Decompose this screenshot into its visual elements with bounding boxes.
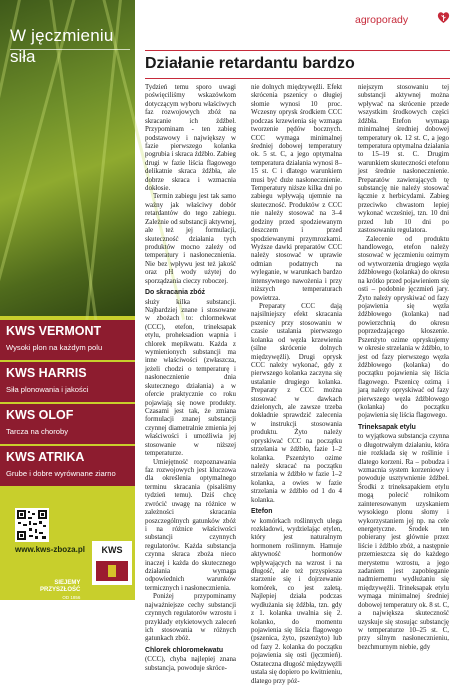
paragraph: nie dolnych międzywęźli. Efekt skrócenia pszenicy o długiej słomie wynosi 10 proc. Wczesny oprysk środkiem CCC podczas krzewienia się wzmaga tworzenie pędów bocznych. CCC wymaga minimalnej średniej dobowej temperatury ok. 5 st. C, a jego optymalna temperatura działania wynosi 8–15 st. C i dlatego warunkiem musi być duże nasłonecznienie. Temperatury niższe kilka dni po zabiegu wpływają ujemnie na skuteczność. Produktów z CCC nie należy stosować na 3–4 godziny przed spodziewanym deszczem i przed spodziewanymi przymrozkami. Wyższe dawki preparatów CCC należy stosować w uprawie odmian podatnych na wyleganie, w warunkach bardzo intensywnego nawożenia i przy niższych temperaturach powietrza. — [251, 83, 342, 302]
paragraph: Preparaty CCC dają najsilniejszy efekt skracania pszenicy przy stosowaniu w czasie ustalania pierwszego kolanka od węzła krzewienia (silne skrócenie dolnych międzywęźli). Drugi oprysk CCC należy wykonać, gdy z pierwszego kolanka zaczyna się ustalanie drugiego kolanka. Preparaty z CCC można stosować w dawkach dzielonych, ale zawsze trzeba dokładnie sprawdzić zalecenia w instrukcji stosowania produktu. Żyto należy opryskiwać CCC na początku strzelania w źdźbło, fazie 1–2 kolanka. Pszenżyto ozime należy skracać na początku strzelania w źdźbło w fazie 1–2 kolanka, a owies w fazie strzelania w źdźbło od 1 do 4 kolanka. — [251, 301, 342, 504]
paragraph: to wyjątkowa substancja czynna o długotrwałym działaniu, która nie rozkłada się w roślinie i dlatego korzeni. Ra – pobudza i wzmacnia system korzeniowy i powoduje usztywnienie źdźbeł. Środki z trineksapakiem etylu mogą polecić rolnikom zainteresowanym uzyskaniem wysokiego plonu słomy i wykorzystaniem jej np. na cele energetyczne. Środek ten pobierany jest głównie przez liście i źdźbło zbóż, a następnie przemieszcza się do każdego merystemu wzrostu, a jego zadaniem jest zapobieganie nadmiernemu wydłużaniu się międzywęźli. Trineksapak etylu wymaga minimalnej średniej dobowej temperatury ok. 8 st. C, a największa skuteczność uzyskuje się stosując substancję w temperaturze 10–25 st. C, przy silnym nasłonecznieniu, bezchmurnym niebie, gdy — [358, 432, 449, 651]
heart-leaf-icon — [436, 10, 451, 25]
brand-name: agroporady — [355, 14, 409, 26]
product-name: KWS VERMONT — [6, 324, 102, 338]
product-tagline: Siła plonowania i jakości — [6, 385, 89, 394]
subheading: Trineksapak etylu — [358, 423, 416, 431]
slogan-line-2: PRZYSZŁOŚĆ — [40, 587, 81, 593]
qr-code-icon[interactable] — [15, 508, 49, 542]
paragraph: (CCC), chyba najlepiej znana substancja, powoduje skróce- — [145, 655, 236, 672]
paragraph: Tydzień temu sporo uwagi poświęciliśmy wskazówkom dotyczącym wyboru właściwych faz rozwojowych zbóż na skracanie ich źdźbeł. Przypominam - ten zabieg podstawowy i największy w fazie pierwszego kolanka pogrubia i skraca źdźbło. Zabieg drugi w fazie liścia flagowego delikatnie skraca źdźbła, ale dobrze skraca i wzmacnia dokłosie. — [145, 83, 236, 193]
product-banner-olof — [0, 404, 135, 444]
paragraph: w komórkach roślinnych ulega rozkładowi, wydzielając etylen, który jest naturalnym hormonem roślinnym. Hamuje aktywność hormonów wpływających na wzrost i na długość, ale też przyspiesza starzenie się i dojrzewanie komórek, co jest zaletą. Najlepiej działa podczas wydłużania się źdźbła, tzn. gdy z 1. kolanka uwalnia się 2. kolanko, do momentu pojawienia się liścia flagowego (pszenica, żyto, pszenżyto) lub od fazy 2. kolanka do początku pojawienia się osti (jęczmień). Ostateczna długość międzywęźli ustala się dopiero po kwitnieniu, dlatego przy póź- — [251, 516, 342, 685]
article-column-2 — [251, 83, 342, 685]
slogan-line-1: SIEJEMY — [54, 580, 81, 586]
article-title: Działanie retardantu bardzo — [145, 55, 355, 72]
title-rule-top — [145, 50, 450, 51]
product-name: KWS ATRIKA — [6, 450, 85, 464]
product-banner-atrika — [0, 446, 135, 486]
product-banner-vermont — [0, 320, 135, 360]
subheading: Etefon — [251, 508, 273, 516]
paragraph: Zalecenie od produktu handlowego, etefon należy stosować w jęczmieniu ozimym od wytworzenia drugiego węzła źdźbłowego (kolanka) do okresu na krótko przed pojawieniem się osti – podobnie jęczmień jary. Żyto należy opryskiwać od fazy pojawienia się węzła źdźbłowego (kolanka) nad powierzchnią do okresu poprzedzającego kłoszenie. Pszenżyto ozime opryskujemy w okresie strzelania w źdźbło, to jest od fazy pierwszego węzła źdźbłowego (kolanka) do początku pojawienia się liścia flagowego. Pszenicę ozimą i jarą należy opryskiwać od fazy pierwszego węzła źdźbłowego (kolanka) do początku pojawienia się liścia flagowego. — [358, 234, 449, 420]
advertisement — [0, 0, 135, 600]
kws-logo-mark — [96, 561, 128, 581]
product-tagline: Tarcza na choroby — [6, 427, 69, 436]
product-banner-harris — [0, 362, 135, 402]
product-name: KWS HARRIS — [6, 366, 87, 380]
paragraph: służy kilka substancji. Najbardziej znane i stosowane w zbożach to: chlormekwat (CCC), etefon, trineksapak etylu, proheksadion wapnia i chlorek mepikwatu. Każda z wymienionych substancji ma inne właściwości (zwłaszcza, jeżeli chodzi o temperaturę i nasłonecznienie dnia skutecznego działania) a w ofercie praktycznie co roku pojawiają się nowe produkty. Czasami jest tak, że zmiana formulacji znanej substancji czynnej diametralnie zmienia jej właściwości i umożliwia jej stosowanie w niższej temperaturze. — [145, 297, 236, 458]
article-column-1 — [145, 83, 236, 672]
subheading: Chlorek chloromekwatu — [145, 646, 224, 654]
ad-headline-2: siła — [10, 47, 36, 66]
paragraph: Poniżej przypominamy najważniejsze cechy substancji czynnych regulatorów wzrostu i przykłady etykietowych zaleceń ich stosowania w różnych gatunkach zbóż. — [145, 592, 236, 643]
product-tagline: Grube i dobre wyrównane ziarno — [6, 469, 116, 478]
ad-slogan — [40, 580, 80, 601]
kws-logo-text: KWS — [101, 545, 123, 555]
product-name: KWS OLOF — [6, 408, 74, 422]
paragraph: niejszym stosowaniu tej substancji aktywnej można wpływać na skrócenie przede wszystkim środkowych części źdźbła. Etefon wymaga minimalnej średniej dobowej temperatury ok. 12 st. C, a jego temperatura optymalna działania to 15–19 st. C. Drugim warunkiem skuteczności etefonu jest średnie nasłonecznienie. Preparatów zawierających tę substancję nie należy stosować łącznie z herbicydami. Zabieg przeciwko chwastom lepiej wykonać wcześniej, tzn. 10 dni przed lub 10 dni po zastosowaniu regulatora. — [358, 83, 449, 235]
product-tagline: Wysoki plon na każdym polu — [6, 343, 103, 352]
subheading: Do skracania zbóż — [145, 289, 206, 297]
paragraph: Umiejętność rozpoznawania faz rozwojowych jest kluczowa dla określenia optymalnego terminu skracania (pisaliśmy tydzień temu). Dziś chcę zwrócić uwagę na różnice w zależności skracania poszczególnych gatunków zbóż i na różnice właściwości substancji czynnych regulatorów. Każda substancja czynna skraca zboża nieco inaczej i każda do skutecznego działania wymaga odpowiednich warunków termicznych i nasłonecznienia. — [145, 457, 236, 592]
article-column-3 — [358, 83, 449, 651]
ad-website-link[interactable]: www.kws-zboza.pl — [15, 545, 85, 554]
ad-headline: W jęczmieniu — [10, 26, 114, 45]
slogan-since: OD 1856 — [62, 595, 81, 600]
paragraph: Termin zabiegu jest tak samo ważny jak właściwy dobór retardantów do tego zabiegu. Zależnie od substancji aktywnej, ale też jej formulacji, skuteczność działania tych produktów mocno zależy od temperatury i nasłonecznienia. Nie bez wpływu jest też jakość oraz pH wody użytej do sporządzania cieczy roboczej. — [145, 192, 236, 285]
kws-logo — [92, 541, 132, 585]
title-rule-bottom — [145, 78, 450, 79]
